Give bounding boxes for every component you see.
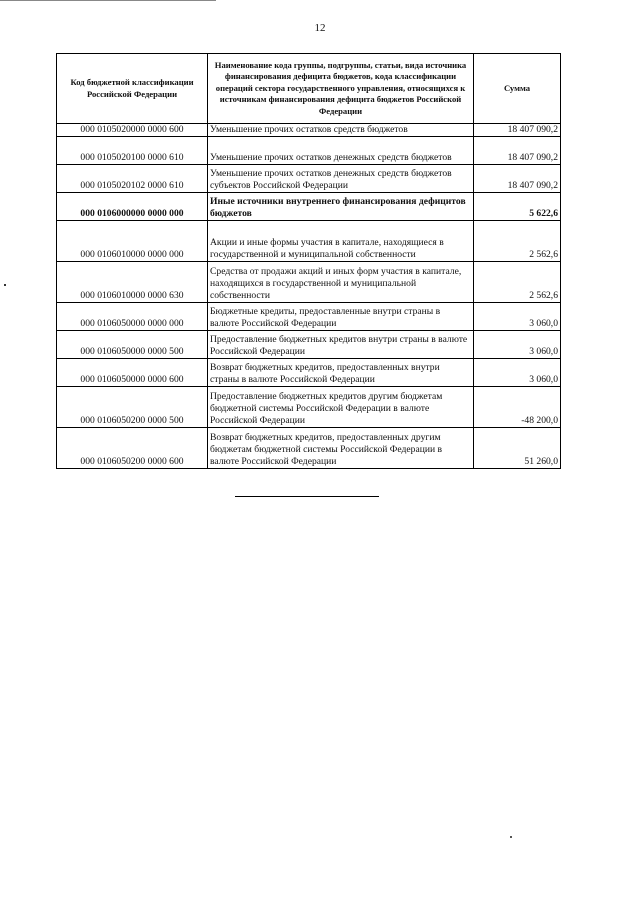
row-name: Акции и иные формы участия в капитале, находящиеся в государственной и муниципальной собственности [208, 221, 474, 262]
table-row [57, 387, 561, 428]
budget-sources-table [56, 53, 561, 469]
footer-speck [510, 836, 512, 838]
row-sum: 18 407 090,2 [474, 165, 561, 193]
table-row [57, 221, 561, 262]
header-code: Код бюджетной классификации Российской Федерации [57, 54, 208, 124]
row-code: 000 0106010000 0000 630 [57, 262, 208, 303]
row-name: Иные источники внутреннего финансирования дефицитов бюджетов [208, 193, 474, 221]
row-name: Возврат бюджетных кредитов, предоставленных внутри страны в валюте Российской Федерации [208, 359, 474, 387]
table-row [57, 262, 561, 303]
row-code: 000 0105020102 0000 610 [57, 165, 208, 193]
row-name: Уменьшение прочих остатков денежных средств бюджетов субъектов Российской Федерации [208, 165, 474, 193]
row-name: Предоставление бюджетных кредитов внутри страны в валюте Российской Федерации [208, 331, 474, 359]
row-code: 000 0105020100 0000 610 [57, 137, 208, 165]
row-code: 000 0106000000 0000 000 [57, 193, 208, 221]
row-sum: 2 562,6 [474, 221, 561, 262]
row-code: 000 0106050000 0000 000 [57, 303, 208, 331]
row-code: 000 0105020000 0000 600 [57, 124, 208, 137]
margin-speck [4, 284, 6, 286]
end-of-table-rule [235, 496, 379, 497]
header-sum: Сумма [474, 54, 561, 124]
table-row [57, 331, 561, 359]
row-name: Бюджетные кредиты, предоставленные внутри страны в валюте Российской Федерации [208, 303, 474, 331]
table-row [57, 193, 561, 221]
row-name: Возврат бюджетных кредитов, предоставленных другим бюджетам бюджетной системы Российской Федерации в валюте Российской Федерации [208, 428, 474, 469]
row-name: Уменьшение прочих остатков средств бюджетов [208, 124, 474, 137]
header-name: Наименование кода группы, подгруппы, статьи, вида источника финансирования дефицита бюджетов, кода классификации операций сектора государственного управления, относящихся к источникам финансирования дефицита бюджетов Российской Федерации [208, 54, 474, 124]
row-sum: 3 060,0 [474, 303, 561, 331]
row-sum: 18 407 090,2 [474, 124, 561, 137]
row-sum: 5 622,6 [474, 193, 561, 221]
row-name: Средства от продажи акций и иных форм участия в капитале, находящихся в государственной и муниципальной собственности [208, 262, 474, 303]
row-code: 000 0106010000 0000 000 [57, 221, 208, 262]
row-code: 000 0106050000 0000 600 [57, 359, 208, 387]
table-row [57, 303, 561, 331]
row-sum: 3 060,0 [474, 359, 561, 387]
row-sum: 18 407 090,2 [474, 137, 561, 165]
row-sum: 2 562,6 [474, 262, 561, 303]
table-row [57, 137, 561, 165]
page-number: 12 [314, 22, 326, 34]
row-code: 000 0106050200 0000 600 [57, 428, 208, 469]
row-sum: 51 260,0 [474, 428, 561, 469]
row-name: Предоставление бюджетных кредитов другим бюджетам бюджетной системы Российской Федерации в валюте Российской Федерации [208, 387, 474, 428]
top-rule [0, 0, 216, 1]
row-code: 000 0106050000 0000 500 [57, 331, 208, 359]
table-row [57, 428, 561, 469]
row-code: 000 0106050200 0000 500 [57, 387, 208, 428]
table-header-row [57, 54, 561, 124]
row-name: Уменьшение прочих остатков денежных средств бюджетов [208, 137, 474, 165]
table-row [57, 165, 561, 193]
table-row [57, 359, 561, 387]
table-row [57, 124, 561, 137]
row-sum: -48 200,0 [474, 387, 561, 428]
row-sum: 3 060,0 [474, 331, 561, 359]
